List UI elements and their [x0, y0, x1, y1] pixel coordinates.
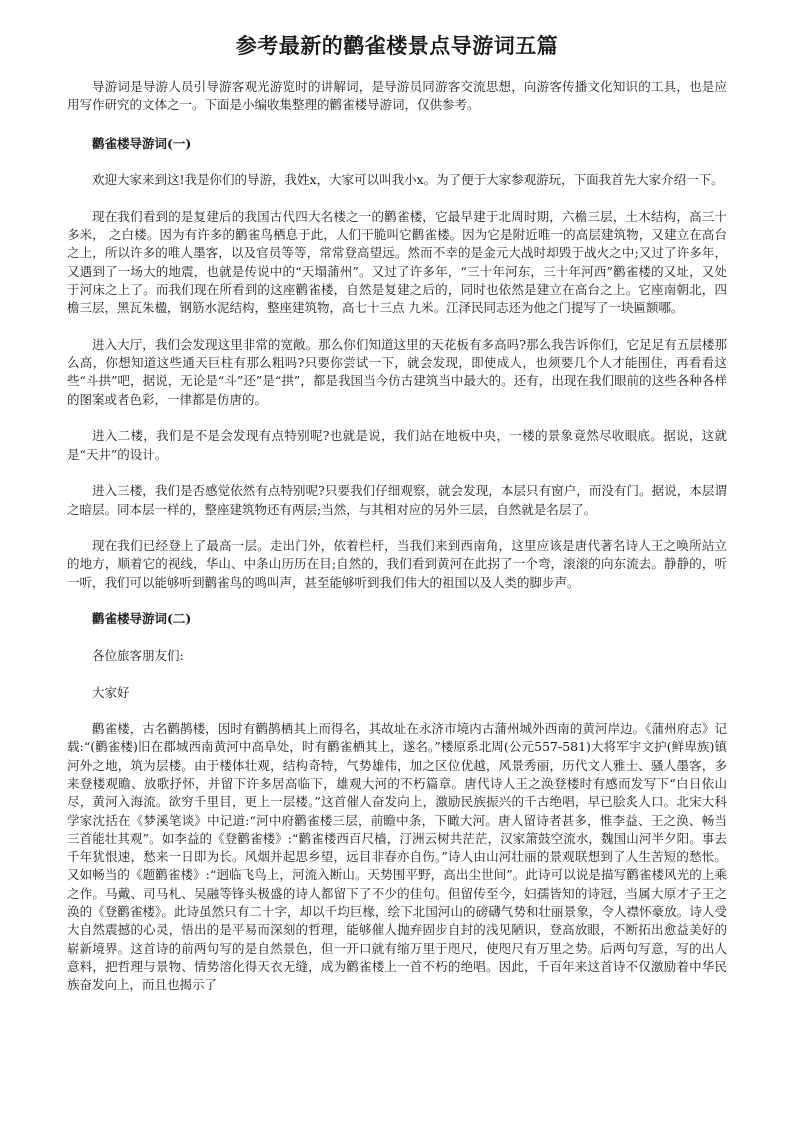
section1-paragraph: 现在我们已经登上了最高一层。走出门外，依着栏杆，当我们来到西南角，这里应该是唐代著名诗人王之唤所站立的地方，顺着它的视线，华山、中条山历历在目;自然的，我们看到黄河在此拐了一个弯，滚滚的向东流去。静静的，听一听，我们可以能够听到鹳雀鸟的鸣叫声，甚至能够听到我们伟大的祖国以及人类的脚步声。	[67, 538, 727, 590]
section1-paragraph: 欢迎大家来到这!我是你们的导游，我姓x，大家可以叫我小x。为了便于大家参观游玩，下面我首先大家介绍一下。	[92, 172, 724, 188]
section2-paragraph: 鹳雀楼，古名鹳鹊楼，因时有鹳鹊栖其上而得名，其故址在永济市境内古蒲州城外西南的黄河岸边。《蒲州府志》记载:“(鹳雀楼)旧在郡城西南黄河中高阜处，时有鹳雀栖其上，遂名。”楼原系北周(公元557-581)大将军宇文护(鲜卑族)镇河外之地，筑为层楼。由于楼体壮观，结构奇特，气势雄伟，加之区位优越，风景秀丽，历代文人雅士、骚人墨客，多来登楼观瞻、放歌抒怀，并留下许多居高临下，雄观大河的不朽篇章。唐代诗人王之涣登楼时有感而发写下“白日依山尽，黄河入海流。欲穷千里目，更上一层楼。”这首催人奋发向上，激励民族振兴的千古绝唱，早已脍炙人口。北宋大科学家沈括在《梦溪笔谈》中记道:“河中府鹳雀楼三层，前瞻中条，下瞰大河。唐人留诗者甚多，惟李益、王之涣、畅当三首能壮其观”。如李益的《登鹳雀楼》:“鹳雀楼西百尺樯，汀洲云树共茫茫，汉家箫鼓空流水，魏国山河半夕阳。事去千年犹恨速，愁来一日即为长。风烟并起思乡望，远目非春亦自伤。”诗人由山河壮丽的景观联想到了人生苦短的愁怅。又如畅当的《题鹳雀楼》:“迥临飞鸟上，河流入断山。天势围平野，高出尘世间”。此诗可以说是描写鹳雀楼风光的上乘之作。马戴、司马札、吴融等锋头极盛的诗人都留下了不少的佳句。但留传至今，妇孺皆知的诗冠，当属大原才子王之涣的《登鹳雀楼》。此诗虽然只有二十字，却以千均巨椽，绘下北国河山的磅礴气势和壮丽景象，令人襟怀豪放。诗人受大自然震撼的心灵，悟出的是平易而深刻的哲理，能够催人抛弃固步自封的浅见陋识，登高放眼，不断拓出愈益美好的崭新境界。这首诗的前两句写的是自然景色，但一开口就有缩万里于咫尺，使咫尺有万里之势。后两句写意，写的出人意料，把哲理与景物、情势溶化得天衣无缝，成为鹳雀楼上一首不朽的绝唱。因此，千百年来这首诗不仅激励着中华民族奋发向上，而且也揭示了	[67, 721, 727, 993]
section2-paragraph: 各位旅客朋友们:	[92, 647, 184, 663]
section2-paragraph: 大家好	[92, 684, 130, 700]
section1-paragraph: 进入大厅，我们会发现这里非常的宽敞。那么你们知道这里的天花板有多高吗?那么我告诉你们，它足足有五层楼那么高，你想知道这些通天巨柱有那么粗吗?只要你尝试一下，就会发现，即使成人，也须要几个人才能围住，再看看这些“斗拱”吧，据说，无论是“斗”还”是“拱”，都是我国当今仿古建筑当中最大的。还有，出现在我们眼前的这些各种各样的图案或者色彩，一律都是仿唐的。	[67, 336, 727, 407]
document-body	[67, 78, 727, 1013]
section-heading-2: 鹳雀楼导游词(二)	[92, 611, 192, 627]
section-heading-1: 鹳雀楼导游词(一)	[92, 135, 192, 151]
intro-paragraph: 导游词是导游人员引导游客观光游览时的讲解词，是导游员同游客交流思想，向游客传播文化知识的工具，也是应用写作研究的文体之一。下面是小编收集整理的鹳雀楼导游词，仅供参考。	[67, 79, 727, 113]
section1-paragraph: 进入三楼，我们是否感觉依然有点特别呢?只要我们仔细观察，就会发现，本层只有窗户，而没有门。据说，本层谓之暗层。同本层一样的，整座建筑物还有两层;当然，与其相对应的另外三层，自然就是名层了。	[67, 483, 727, 517]
section1-paragraph: 进入二楼，我们是不是会发现有点特别呢?也就是说，我们站在地板中央，一楼的景象竟然尽收眼底。据说，这就是“天井”的设计。	[67, 428, 727, 462]
document-title: 参考最新的鹳雀楼景点导游词五篇	[235, 34, 559, 58]
section1-paragraph: 现在我们看到的是复建后的我国古代四大名楼之一的鹳雀楼，它最早建于北周时期，六檐三层，土木结构，高三十多米， 之白楼。因为有许多的鹳雀鸟栖息于此，人们干脆叫它鹳雀楼。因为它是附近唯一的高层建筑物，又建立在高台之上，所以许多的唯人墨客，以及官员等等，常常登高望远。然而不幸的是金元大战时却毁于战火之中;又过了许多年，又遇到了一场大的地震，也就是传说中的“天塌蒲州”。又过了许多年，“三十年河东，三十年河西”鹳雀楼的又址，又处于河床之上了。而我们现在所看到的这座鹳雀楼，自然是复建之后的，同时也依然是建立在高台之上。它座南朝北，四檐三层，黑瓦朱楹，钢筋水泥结构，整座建筑物，高七十三点 九米。江泽民同志还为他之门提写了一块匾额哪。	[67, 208, 727, 316]
